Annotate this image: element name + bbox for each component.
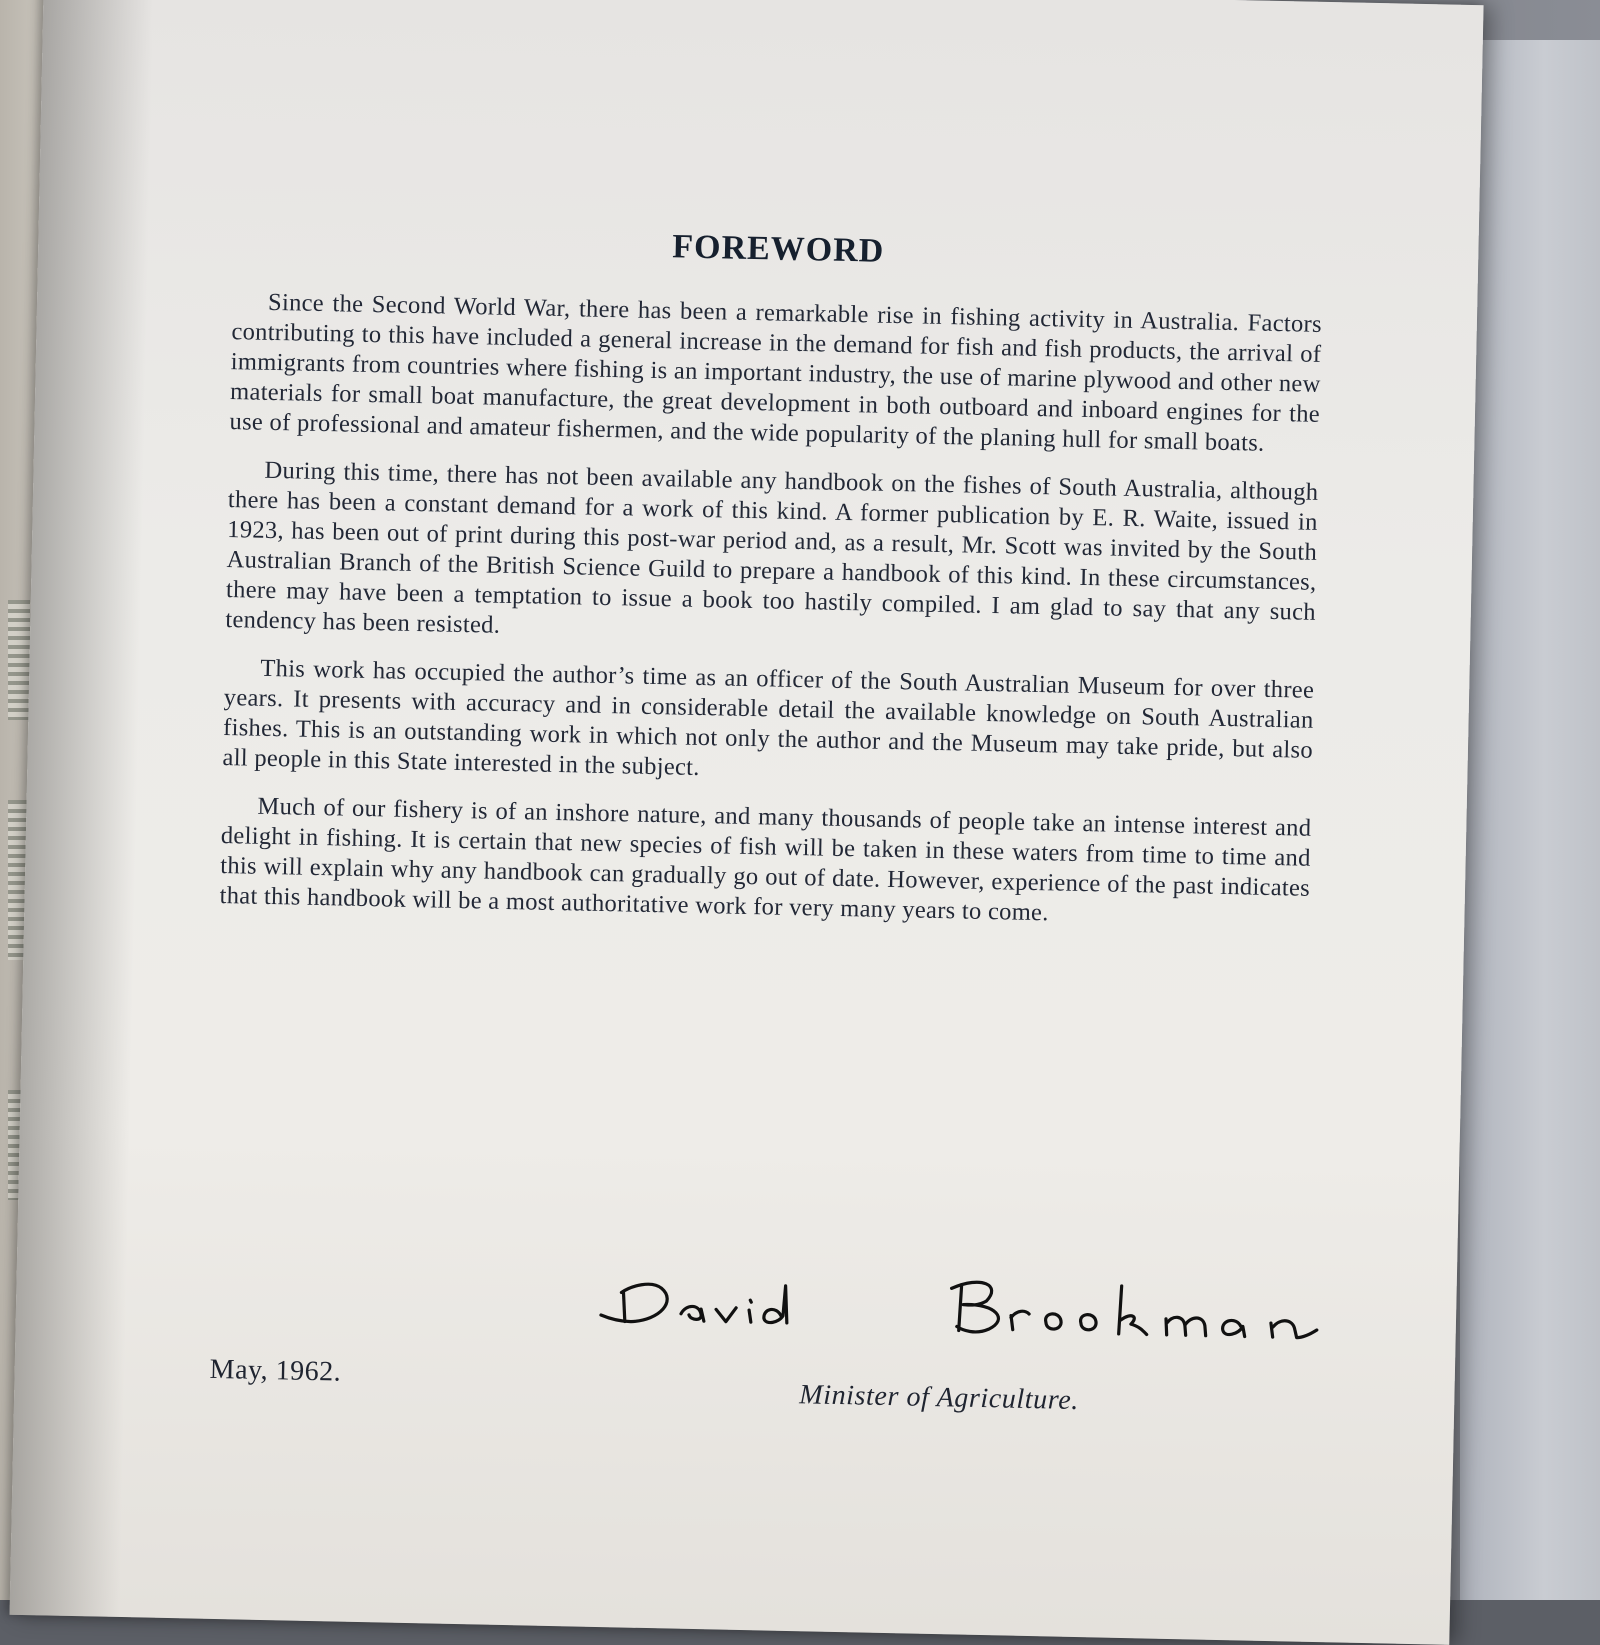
page-title: FOREWORD (671, 228, 885, 270)
paragraph-1: Since the Second World War, there has been a remarkable rise in fishing activity in Australia. Factors contributing to this have included a general increase in the demand for fish and fish products, the arrival of immigrants from countries where fishing is an important industry, the use of marine plywood and other new materials for small boat manufacture, the great development in both outboard and inboard engines for the use of professional and amateur fishermen, and the wide popularity of the planing hull for small boats. (229, 288, 1323, 457)
book-cover-edge (1460, 40, 1600, 1600)
book-page (10, 0, 1484, 1645)
handwritten-signature (590, 1257, 1392, 1364)
signatory-title: Minister of Agriculture. (799, 1379, 1080, 1417)
paragraph-3: This work has occupied the author’s time as an officer of the South Australian Museum for over three years. It presents with accuracy and in considerable detail the available knowledge on South Australian fishes. This is an outstanding work in which not only the author and the Museum may take pride, but also all people in this State interested in the subject. (222, 654, 1315, 781)
binding-stitch (8, 600, 30, 720)
foreword-content (219, 219, 1324, 952)
paragraph-2: During this time, there has not been available any handbook on the fishes of South Australia, although there has been a constant demand for a work of this kind. A former publication by E. R. Waite, issued in 1923, has been out of print during this post-war period and, as a result, Mr. Scott was invited by the South Australian Branch of the British Science Guild to prepare a handbook of this kind. In these circumstances, there may have been a temptation to issue a book too hastily compiled. I am glad to say that any such tendency has been resisted. (225, 456, 1319, 639)
paragraph-4: Much of our fishery is of an inshore nature, and many thousands of people take an intense interest and delight in fishing. It is certain that new species of fish will be taken in these waters from time to time and this will explain why any handbook can gradually go out of date. However, experience of the past indicates that this handbook will be a most authoritative work for very many years to come. (219, 792, 1312, 927)
signature-block (209, 1249, 1302, 1442)
foreword-date: May, 1962. (209, 1353, 342, 1388)
